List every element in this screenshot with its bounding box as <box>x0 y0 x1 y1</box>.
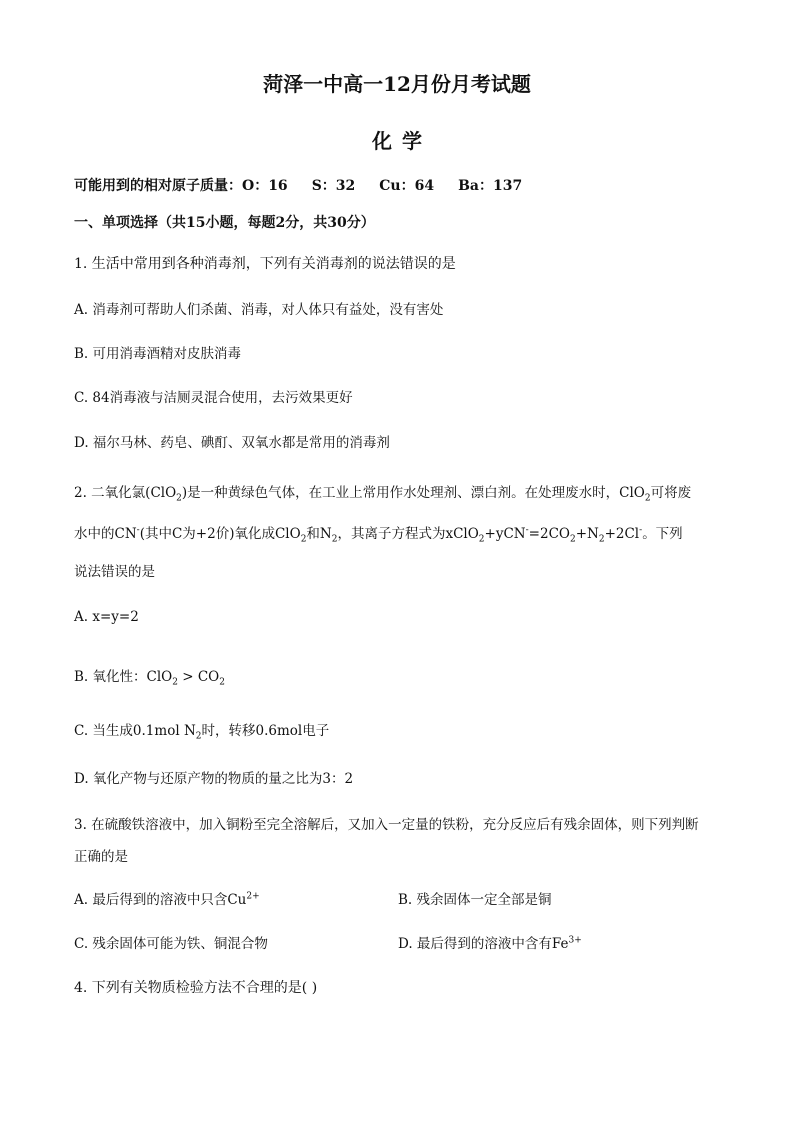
mass-cu: Cu：64 <box>379 178 435 194</box>
atomic-mass-label: 可能用到的相对原子质量： <box>74 178 242 194</box>
q3-option-b: B. 残余固体一定全部是铜 <box>398 892 552 908</box>
q1-option-d: D. 福尔马林、药皂、碘酊、双氧水都是常用的消毒剂 <box>74 435 390 451</box>
q3-option-a: A. 最后得到的溶液中只含$Cu^{2+}$ <box>74 891 260 908</box>
mass-o: O：16 <box>242 178 288 194</box>
q3-option-d: D. 最后得到的溶液中含有$Fe^{3+}$ <box>398 935 582 952</box>
exam-title: 菏泽一中高一12月份月考试题 <box>263 72 531 96</box>
mass-ba: Ba：137 <box>458 178 523 194</box>
subject-title: 化学 <box>372 129 432 153</box>
q2-option-b: B. 氧化性：$ClO_2 > CO_2$ <box>74 669 225 688</box>
section-heading: 一、单项选择（共15小题，每题2分，共30分） <box>74 215 375 231</box>
q2-option-d: D. 氧化产物与还原产物的物质的量之比为3：2 <box>74 771 354 787</box>
atomic-mass-line <box>74 175 522 195</box>
q2-option-c: C. 当生成0.1mol $N_2$时，转移0.6mol电子 <box>74 723 330 742</box>
q2-option-a: A. x=y=2 <box>74 609 139 625</box>
q3-stem-line1: 3. 在硫酸铁溶液中，加入铜粉至完全溶解后，又加入一定量的铁粉，充分反应后有残余固体，则下列判断 <box>74 817 699 833</box>
q4-stem: 4. 下列有关物质检验方法不合理的是( ) <box>74 980 318 996</box>
q2-stem-line2: 水中的CN-(其中C为+2价)氧化成ClO$_2$和$N_2$，其离子方程式为$xClO_2+yCN^-=2CO_2+N_2+2Cl^-$。下列 <box>74 525 683 545</box>
mass-s: S：32 <box>311 178 356 194</box>
q2-stem-line3: 说法错误的是 <box>74 564 155 580</box>
q1-option-b: B. 可用消毒酒精对皮肤消毒 <box>74 346 242 362</box>
q3-stem-line2: 正确的是 <box>74 849 128 865</box>
q1-option-a: A. 消毒剂可帮助人们杀菌、消毒，对人体只有益处，没有害处 <box>74 302 444 318</box>
q2-stem-line1: 2. 二氧化氯(ClO$_2$)是一种黄绿色气体，在工业上常用作水处理剂、漂白剂。在处理废水时，ClO$_2$可将废 <box>74 485 692 504</box>
q3-option-c: C. 残余固体可能为铁、铜混合物 <box>74 936 268 952</box>
q1-option-c: C. 84消毒液与洁厕灵混合使用，去污效果更好 <box>74 390 353 406</box>
q1-stem: 1. 生活中常用到各种消毒剂，下列有关消毒剂的说法错误的是 <box>74 256 456 272</box>
